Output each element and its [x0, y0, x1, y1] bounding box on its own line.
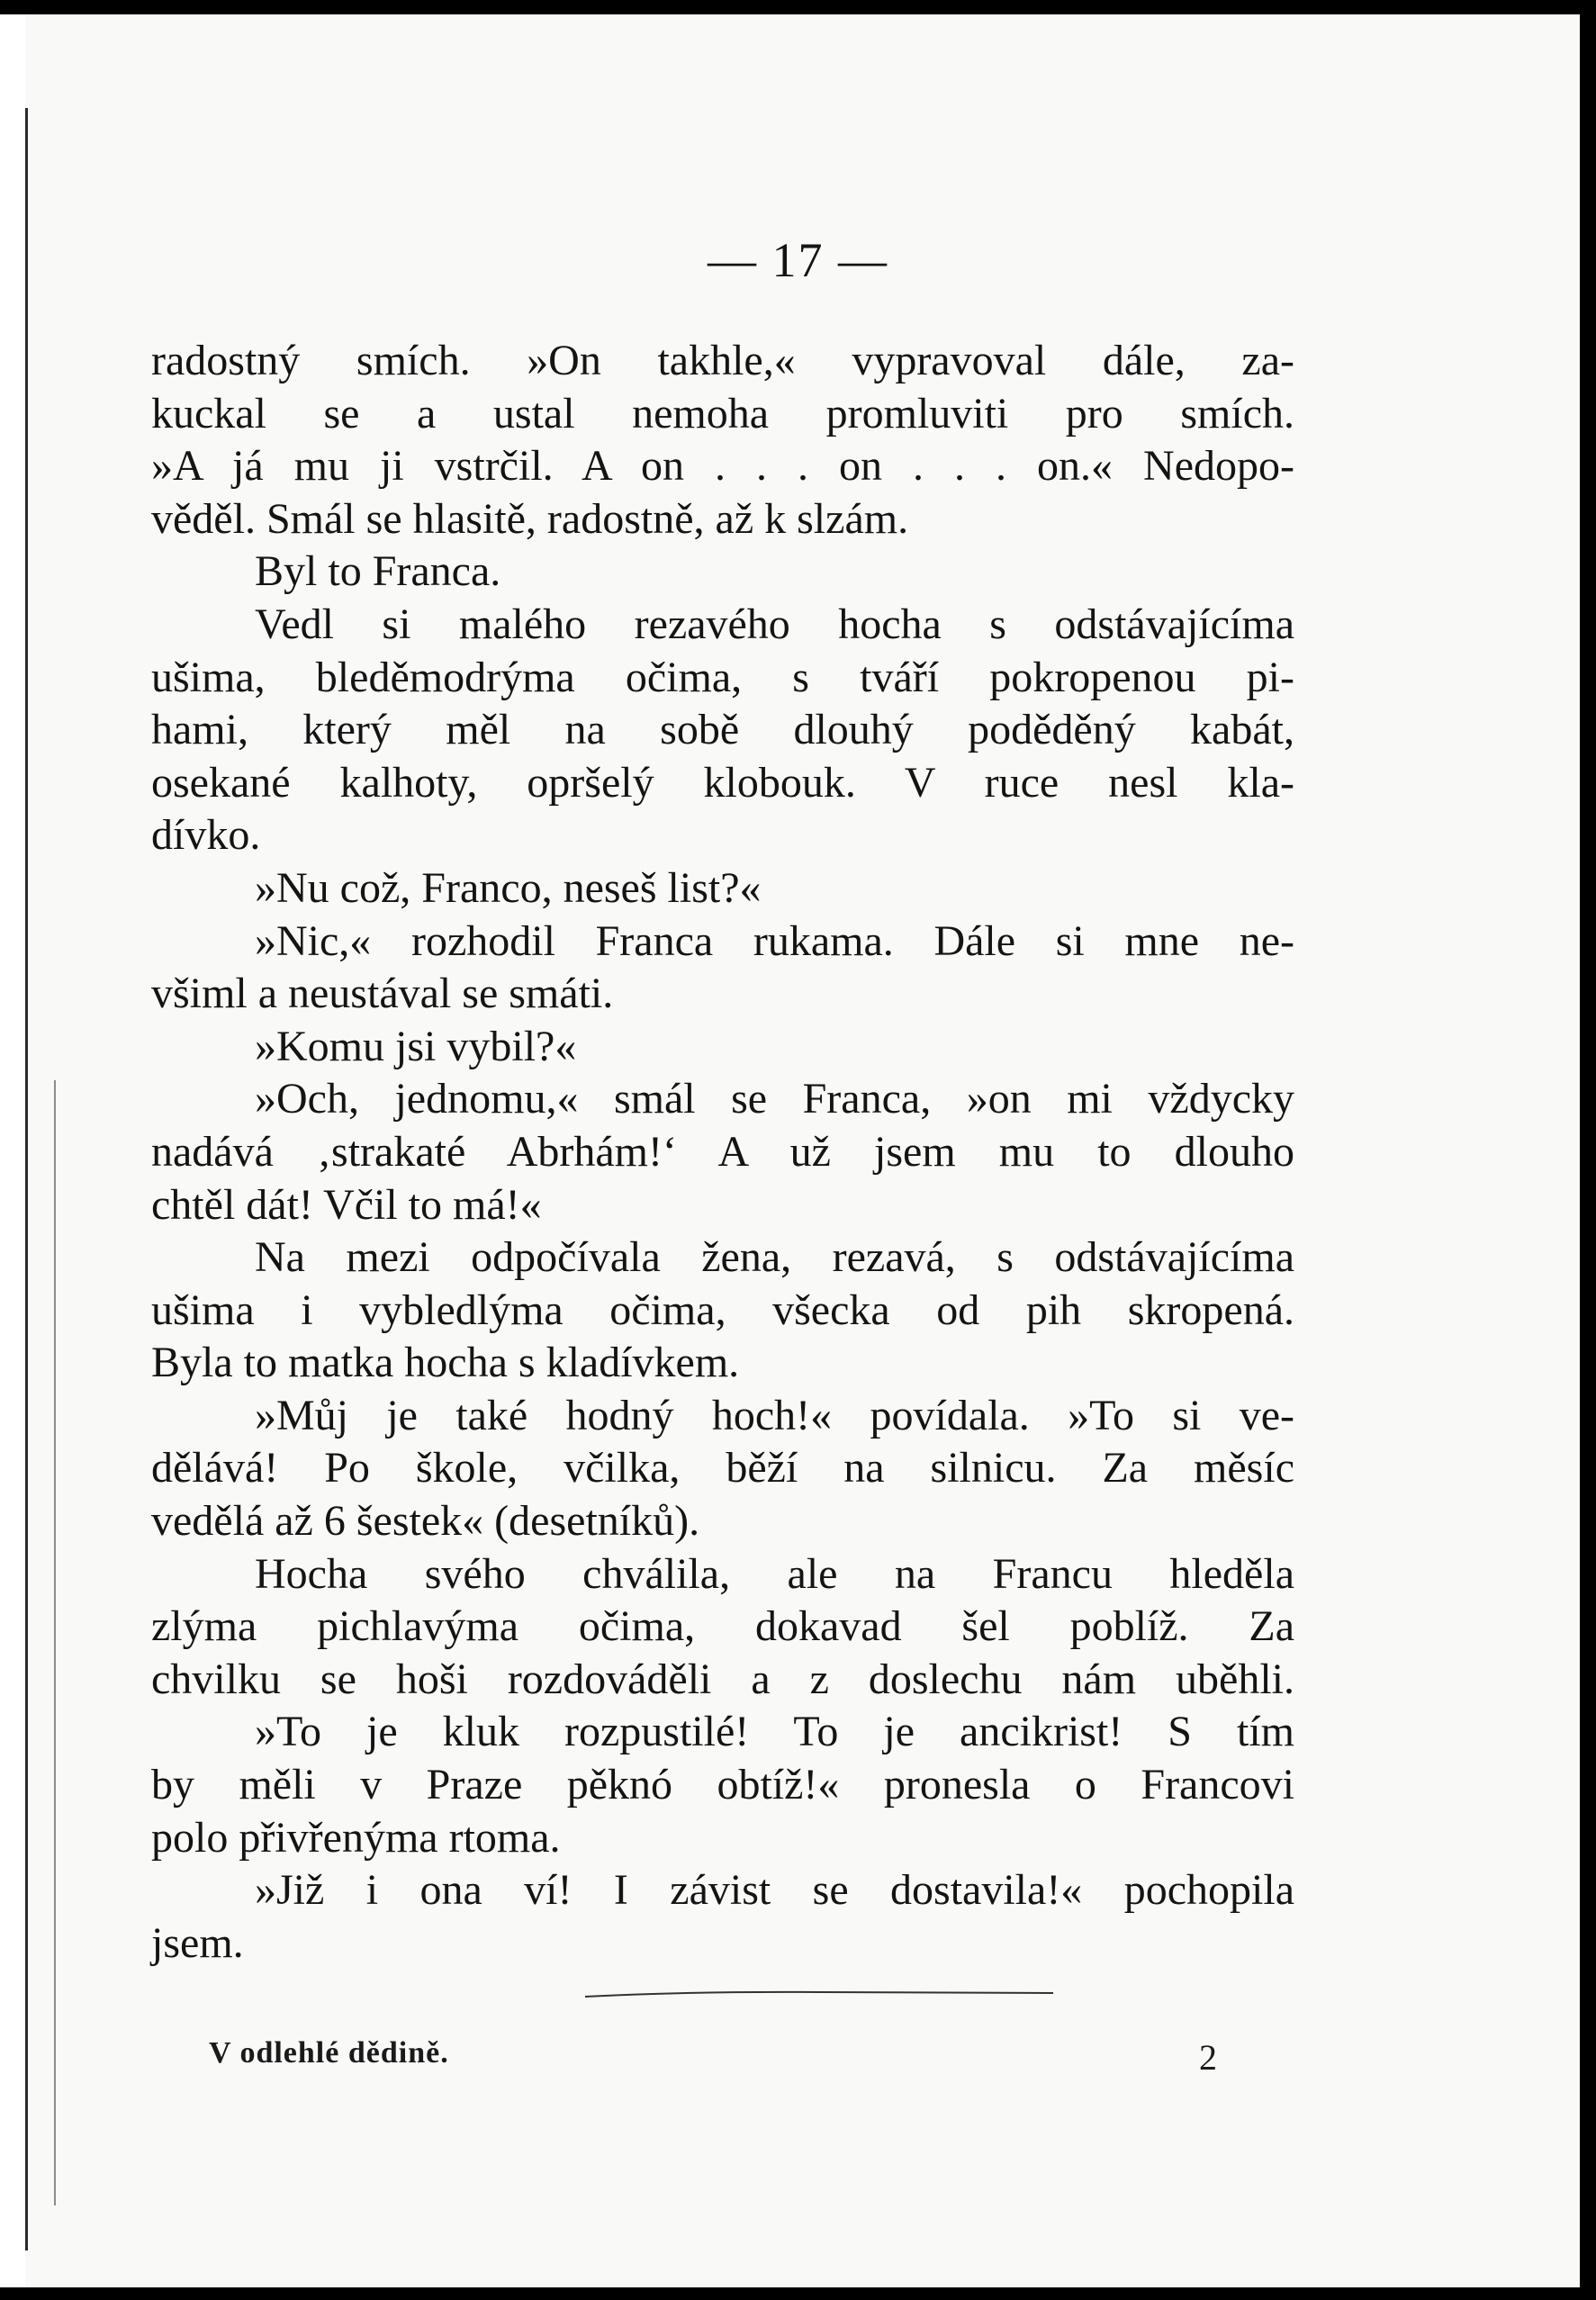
text-line: nadává ‚strakaté Abrhám!‘ A už jsem mu to dlouho: [151, 1127, 1294, 1176]
text-line: osekané kalhoty, opršelý klobouk. V ruce nesl kla-: [151, 758, 1294, 807]
text-line: »Nu což, Franco, neseš list?«: [255, 863, 762, 912]
binding-shadow: [25, 108, 28, 2250]
scan-edge-right: [1580, 0, 1596, 2300]
text-line: Byla to matka hocha s kladívkem.: [151, 1339, 740, 1387]
text-line: »Nic,« rozhodil Franca rukama. Dále si mne ne-: [255, 916, 1294, 965]
pencil-underline-mark: [585, 1989, 1053, 1998]
text-line: Na mezi odpočívala žena, rezavá, s odstávajícíma: [255, 1233, 1294, 1282]
text-line: chtěl dát! Včil to má!«: [151, 1180, 542, 1229]
page-number: — 17 —: [708, 233, 888, 287]
text-line: »Komu jsi vybil?«: [255, 1022, 577, 1070]
text-line: »A já mu ji vstrčil. A on . . . on . . . on.« Nedopo-: [151, 442, 1294, 491]
text-line: hami, který měl na sobě dlouhý poděděný kabát,: [151, 706, 1294, 754]
footer-signature-mark: 2: [1199, 2037, 1217, 2078]
text-line: polo přivřenýma rtoma.: [151, 1813, 561, 1862]
text-line: »To je kluk rozpustilé! To je ancikrist! S tím: [255, 1708, 1294, 1756]
text-line: radostný smích. »On takhle,« vypravoval dále, za-: [151, 337, 1294, 384]
text-line: chvilku se hoši rozdováděli a z doslechu nám uběhli.: [151, 1655, 1294, 1703]
text-line: »Och, jednomu,« smál se Franca, »on mi vždycky: [255, 1075, 1294, 1123]
text-line: ušima, bleděmodrýma očima, s tváří pokropenou pi-: [151, 653, 1294, 701]
text-line: Hocha svého chválila, ale na Francu hleděla: [255, 1549, 1294, 1598]
text-line: věděl. Smál se hlasitě, radostně, až k slzám.: [151, 494, 909, 543]
text-line: zlýma pichlavýma očima, dokavad šel poblíž. Za: [151, 1602, 1294, 1651]
text-line: dělává! Po škole, včilka, běží na silnicu. Za měsíc: [151, 1444, 1294, 1493]
body-text: [151, 335, 1294, 1970]
text-line: Byl to Franca.: [255, 547, 501, 596]
footer-book-title: V odlehlé dědině.: [209, 2036, 449, 2070]
text-line: »Můj je také hodný hoch!« povídala. »To si ve-: [255, 1391, 1294, 1439]
scan-edge-bottom: [0, 2287, 1596, 2300]
text-line: »Již i ona ví! I závist se dostavila!« pochopila: [255, 1866, 1294, 1915]
text-line: jsem.: [151, 1918, 244, 1967]
text-line: vedělá až 6 šestek« (desetníků).: [151, 1497, 700, 1546]
text-line: všiml a neustával se smáti.: [151, 970, 614, 1018]
scan-edge-top: [0, 0, 1596, 14]
text-line: by měli v Praze pěknó obtíž!« pronesla o Francovi: [151, 1761, 1294, 1809]
text-line: kuckal se a ustal nemoha promluviti pro smích.: [151, 389, 1294, 437]
binding-shadow-inner: [54, 1080, 56, 2205]
text-line: ušima i vybledlýma očima, všecka od pih skropená.: [151, 1285, 1294, 1334]
text-line: dívko.: [151, 811, 261, 860]
text-line: Vedl si malého rezavého hocha s odstávajícíma: [255, 600, 1294, 648]
